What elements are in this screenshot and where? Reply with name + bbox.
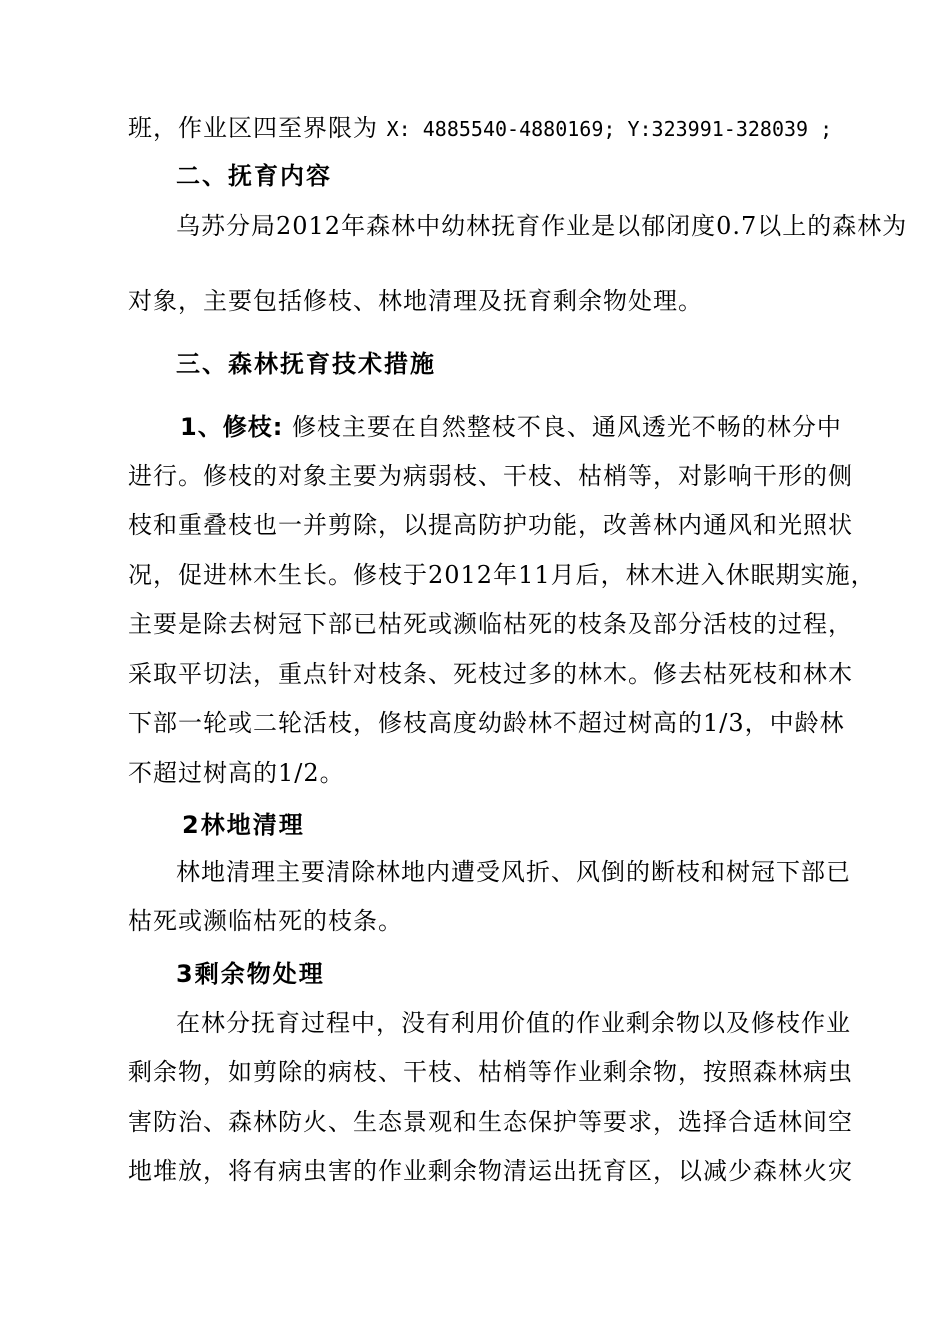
paragraph-line: 地堆放，将有病虫害的作业剩余物清运出抚育区，以减少森林火灾 [128,1157,853,1185]
text-segment: 班，作业区四至界限为 [128,114,378,142]
text-segment: 修枝主要在自然整枝不良、通风透光不畅的林分中 [291,413,842,441]
paragraph-line: 况，促进林木生长。修枝于2012年11月后，林木进入休眠期实施， [128,561,876,589]
paragraph-line [128,113,832,144]
item-label: 1、修枝: [180,413,284,441]
paragraph-line: 枯死或濒临枯死的枝条。 [128,907,403,935]
paragraph-line: 下部一轮或二轮活枝，修枝高度幼龄林不超过树高的1/3，中龄林 [128,709,845,737]
paragraph-line: 枝和重叠枝也一并剪除，以提高防护功能，改善林内通风和光照状 [128,511,853,539]
paragraph-line: 进行。修枝的对象主要为病弱枝、干枝、枯梢等，对影响干形的侧 [128,462,853,490]
subsection-heading: 3剩余物处理 [176,960,325,988]
coordinate-text: X: 4885540-4880169; Y:323991-328039 ; [386,117,833,141]
paragraph-line: 乌苏分局2012年森林中幼林抚育作业是以郁闭度0.7以上的森林为 [176,212,908,240]
section-heading: 三、森林抚育技术措施 [176,350,436,378]
paragraph-line: 林地清理主要清除林地内遭受风折、风倒的断枝和树冠下部已 [176,858,851,886]
paragraph-line: 采取平切法，重点针对枝条、死枝过多的林木。修去枯死枝和林木 [128,660,853,688]
subsection-heading: 2林地清理 [182,811,305,839]
paragraph-line: 剩余物，如剪除的病枝、干枝、枯梢等作业剩余物，按照森林病虫 [128,1058,853,1086]
paragraph-line: 在林分抚育过程中，没有利用价值的作业剩余物以及修枝作业 [176,1009,851,1037]
paragraph-line: 对象，主要包括修枝、林地清理及抚育剩余物处理。 [128,287,703,315]
paragraph-line [180,412,842,442]
paragraph-line: 不超过树高的1/2。 [128,759,345,787]
paragraph-line: 主要是除去树冠下部已枯死或濒临枯死的枝条及部分活枝的过程， [128,610,853,638]
section-heading: 二、抚育内容 [176,162,332,190]
paragraph-line: 害防治、森林防火、生态景观和生态保护等要求，选择合适林间空 [128,1108,853,1136]
